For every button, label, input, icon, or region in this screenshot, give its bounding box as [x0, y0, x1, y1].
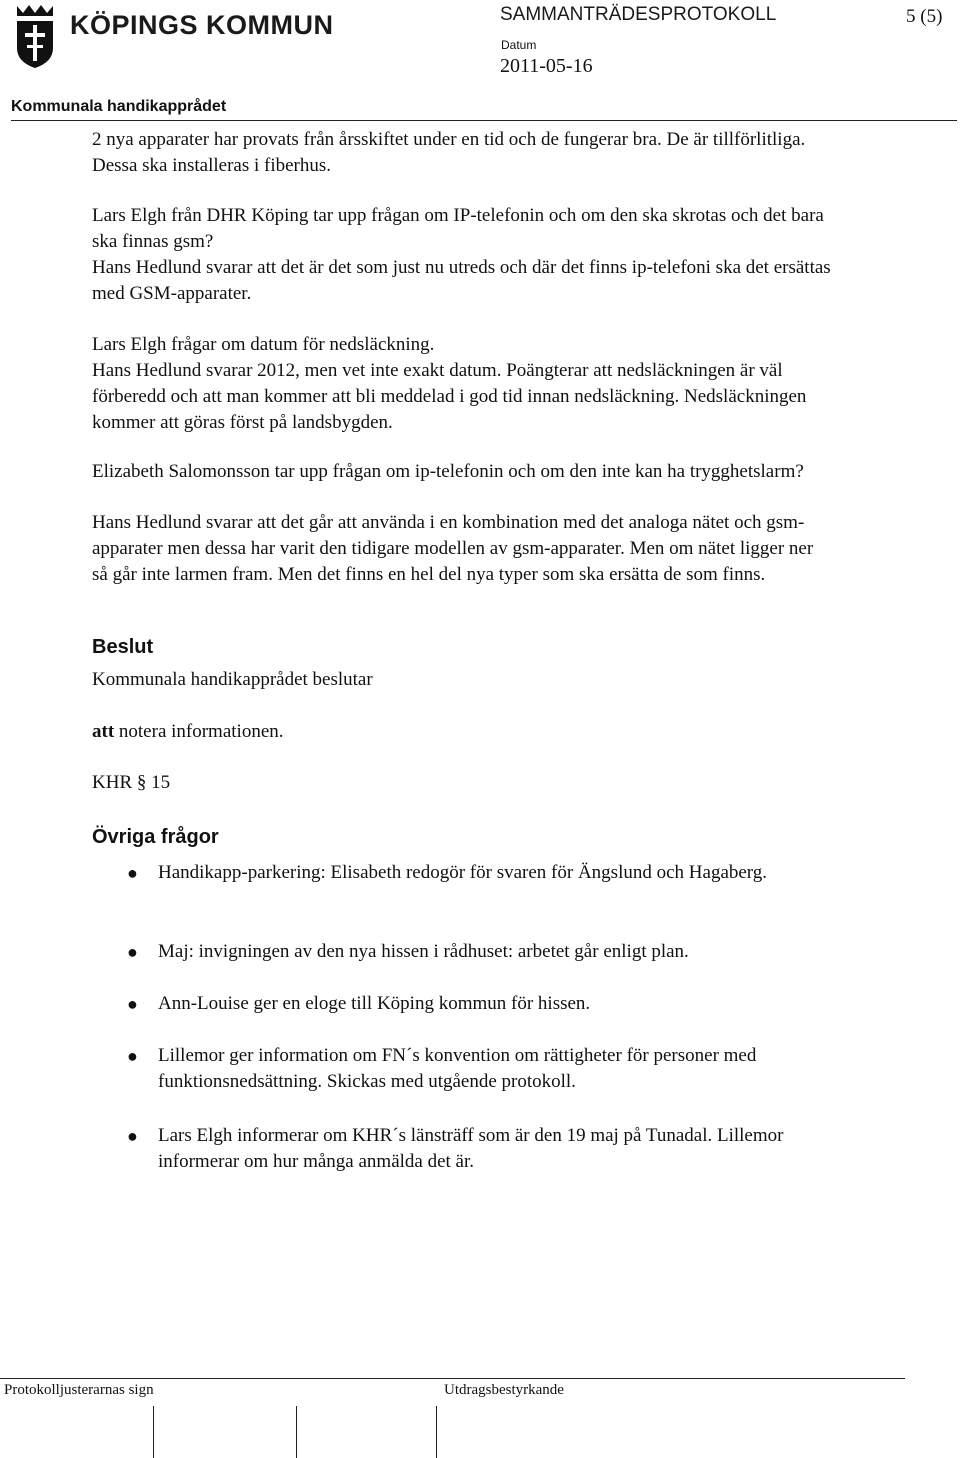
- org-name: KÖPINGS KOMMUN: [70, 10, 334, 40]
- paragraph-3-answer: Hans Hedlund svarar 2012, men vet inte exakt datum. Poängterar att nedsläckningen är väl förberedd och att man kommer att bli meddelad i god tid innan nedsläckning. Nedsläckningen kommer att göras först på landsbygden.: [92, 360, 807, 433]
- bullet-icon: ●: [127, 994, 138, 1014]
- document-type: SAMMANTRÄDESPROTOKOLL: [500, 4, 777, 25]
- paragraph-2-answer: Hans Hedlund svarar att det är det som just nu utreds och där det finns ip-telefoni ska det ersättas med GSM-apparater.: [92, 257, 831, 304]
- page-number: 5 (5): [906, 6, 943, 27]
- header-divider: [11, 120, 957, 121]
- decision-line: [92, 719, 832, 745]
- khr-reference: KHR § 15: [92, 772, 171, 793]
- list-item: Lars Elgh informerar om KHR´s länsträff som är den 19 maj på Tunadal. Lillemor informerar om hur många anmälda det är.: [158, 1125, 784, 1172]
- ovriga-fragor-heading: Övriga frågor: [92, 826, 219, 848]
- paragraph-1: 2 nya apparater har provats från årsskiftet under en tid och de fungerar bra. De är tillförlitliga. Dessa ska installeras i fiberhus.: [92, 129, 806, 176]
- bullet-icon: ●: [127, 1046, 138, 1066]
- beslut-text: Kommunala handikapprådet beslutar: [92, 669, 373, 690]
- signature-box-divider: [296, 1406, 297, 1458]
- paragraph-4-answer: Hans Hedlund svarar att det går att använda i en kombination med det analoga nätet och gsm-apparater men dessa har varit den tidigare modellen av gsm-apparater. Men om nätet ligger ner så går inte larmen fram. Men det finns en hel del nya typer som ska ersätta de som finns.: [92, 512, 814, 585]
- list-item: Maj: invigningen av den nya hissen i rådhuset: arbetet går enligt plan.: [158, 941, 689, 962]
- extract-certification-label: Utdragsbestyrkande: [444, 1382, 564, 1398]
- paragraph-2-question: Lars Elgh från DHR Köping tar upp frågan om IP-telefonin och om den ska skrotas och det bara ska finnas gsm?: [92, 205, 824, 252]
- paragraph-4-question: Elizabeth Salomonsson tar upp frågan om ip-telefonin och om den inte kan ha trygghetslarm?: [92, 461, 804, 482]
- signature-box-divider: [436, 1406, 437, 1458]
- list-item: Handikapp-parkering: Elisabeth redogör för svaren för Ängslund och Hagaberg.: [158, 862, 768, 883]
- date-value: 2011-05-16: [500, 55, 593, 77]
- bullet-icon: ●: [127, 863, 138, 883]
- list-item: Lillemor ger information om FN´s konvention om rättigheter för personer med funktionsnedsättning. Skickas med utgående protokoll.: [158, 1045, 757, 1092]
- list-item: Ann-Louise ger en eloge till Köping kommun för hissen.: [158, 993, 591, 1014]
- decision-text: notera informationen.: [114, 721, 284, 742]
- signature-box-divider: [153, 1406, 154, 1458]
- date-label: Datum: [501, 38, 537, 52]
- committee-name: Kommunala handikapprådet: [11, 98, 227, 115]
- signature-label: Protokolljusterarnas sign: [4, 1382, 154, 1398]
- att-keyword: att: [92, 721, 115, 742]
- paragraph-3-question: Lars Elgh frågar om datum för nedsläckning.: [92, 334, 435, 355]
- beslut-heading: Beslut: [92, 636, 154, 658]
- bullet-icon: ●: [127, 942, 138, 962]
- coat-of-arms-icon: [14, 4, 56, 70]
- bullet-icon: ●: [127, 1126, 138, 1146]
- footer-divider: [0, 1378, 905, 1379]
